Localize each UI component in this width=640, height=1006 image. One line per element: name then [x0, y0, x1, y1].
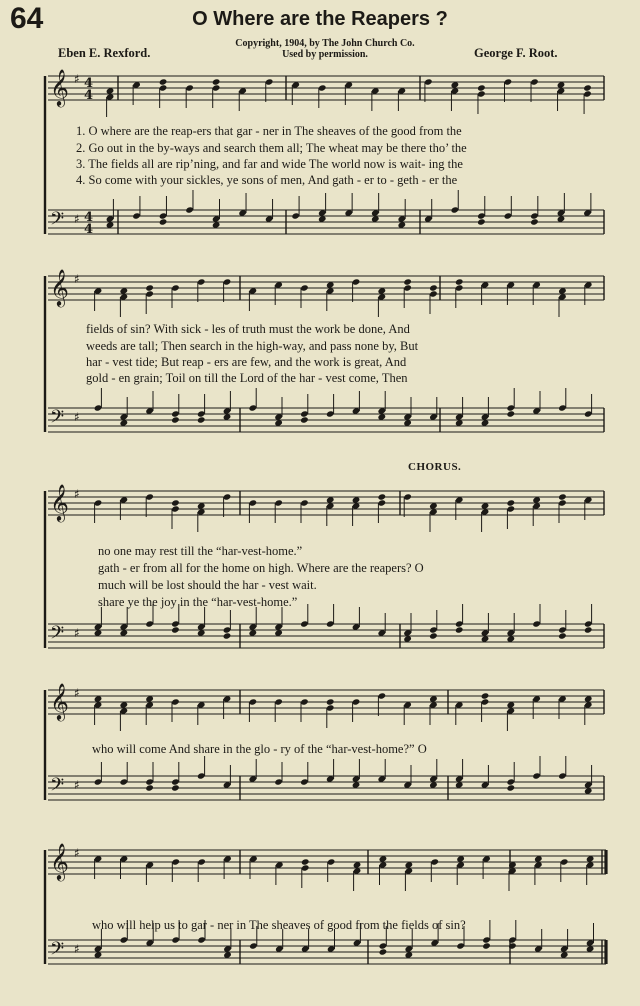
time-signature: 4	[84, 76, 94, 91]
note-head	[477, 218, 486, 225]
time-signature: 4	[84, 88, 94, 103]
note-head	[223, 632, 232, 639]
note-head	[379, 948, 388, 955]
bass-clef-icon: 𝄢	[50, 939, 65, 964]
note-head	[145, 784, 154, 791]
note-head	[429, 284, 438, 291]
verse-1-line-3: no one may rest till the “har-vest-home.”	[98, 544, 303, 558]
key-signature-sharp-icon: ♯	[74, 686, 80, 700]
note-head	[507, 410, 516, 417]
verse-3-line-3: much will be lost should the har - vest wait.	[98, 578, 317, 592]
bass-clef-icon: 𝄢	[50, 209, 65, 234]
note-head	[378, 493, 387, 500]
note-head	[507, 499, 516, 506]
treble-clef-icon: 𝄞	[50, 483, 69, 521]
note-head	[558, 632, 567, 639]
verse-1-line-1: 1. O where are the reap-ers that gar - ner in The sheaves of the good from the	[76, 124, 462, 138]
note-head	[145, 284, 154, 291]
note-head	[159, 78, 168, 85]
note-head	[583, 84, 592, 91]
note-head	[429, 632, 438, 639]
verse-4-line-2: gold - en grain; Toil on till the Lord of the har - vest come, Then	[86, 371, 408, 385]
key-signature-sharp-icon: ♯	[74, 272, 80, 286]
verse-4-line-1: 4. So come with your sickles, ye sons of men, And gath - er to - geth - er the	[76, 173, 458, 187]
key-signature-sharp-icon: ♯	[74, 778, 80, 792]
chorus-line-1: who will come And share in the glo - ry of the “har-vest-home?” O	[92, 742, 427, 756]
key-signature-sharp-icon: ♯	[74, 72, 80, 86]
key-signature-sharp-icon: ♯	[74, 212, 80, 226]
verse-3-line-1: 3. The fields all are rip’ning, and far and wide The world now is wait- ing the	[76, 157, 463, 171]
hymn-title: O Where are the Reapers ?	[192, 8, 448, 30]
note-head	[477, 84, 486, 91]
note-head	[455, 278, 464, 285]
note-head	[197, 416, 206, 423]
note-head	[403, 278, 412, 285]
bass-clef-icon: 𝄢	[50, 775, 65, 800]
note-head	[212, 78, 221, 85]
author-credit: Eben E. Rexford.	[58, 46, 151, 60]
note-head	[584, 626, 593, 633]
key-signature-sharp-icon: ♯	[74, 846, 80, 860]
time-signature: 4	[84, 222, 94, 237]
chorus-label: CHORUS.	[408, 461, 462, 473]
note-head	[159, 218, 168, 225]
verse-3-line-2: har - vest tide; But reap - ers are few, and the work is great, And	[86, 355, 407, 369]
verse-4-line-3: share ye the joy in the “har-vest-home.”	[98, 595, 298, 609]
note-head	[558, 493, 567, 500]
permission-line: Used by permission.	[282, 49, 368, 60]
note-head	[507, 784, 516, 791]
verse-2-line-1: 2. Go out in the by-ways and search them all; The wheat may be there tho’ the	[76, 141, 467, 155]
key-signature-sharp-icon: ♯	[74, 487, 80, 501]
verse-2-line-2: weeds are tall; Then search in the high-way, and pass none by, But	[86, 339, 419, 353]
copyright-line: Copyright, 1904, by The John Church Co.	[235, 38, 415, 49]
bass-clef-icon: 𝄢	[50, 623, 65, 648]
note-head	[171, 499, 180, 506]
note-head	[171, 416, 180, 423]
key-signature-sharp-icon: ♯	[74, 410, 80, 424]
note-head	[326, 698, 335, 705]
note-head	[530, 218, 539, 225]
note-head	[171, 784, 180, 791]
verse-1-line-2: fields of sin? With sick - les of truth must the work be done, And	[86, 322, 410, 336]
note-head	[171, 626, 180, 633]
note-head	[301, 858, 310, 865]
note-head	[300, 416, 309, 423]
time-signature: 4	[84, 210, 94, 225]
key-signature-sharp-icon: ♯	[74, 626, 80, 640]
hymn-number: 64	[10, 2, 44, 35]
note-head	[455, 626, 464, 633]
treble-clef-icon: 𝄞	[50, 268, 69, 306]
verse-2-line-3: gath - er from all for the home on high. Where are the reapers? O	[98, 561, 424, 575]
note-head	[481, 692, 490, 699]
treble-clef-icon: 𝄞	[50, 842, 69, 880]
bass-clef-icon: 𝄢	[50, 407, 65, 432]
key-signature-sharp-icon: ♯	[74, 942, 80, 956]
composer-credit: George F. Root.	[474, 46, 558, 60]
chorus-line-2: who will help us to gar - ner in The sheaves of good from the fields of sin?	[92, 918, 466, 932]
treble-clef-icon: 𝄞	[50, 682, 69, 720]
note-head	[482, 942, 491, 949]
treble-clef-icon: 𝄞	[50, 68, 69, 106]
